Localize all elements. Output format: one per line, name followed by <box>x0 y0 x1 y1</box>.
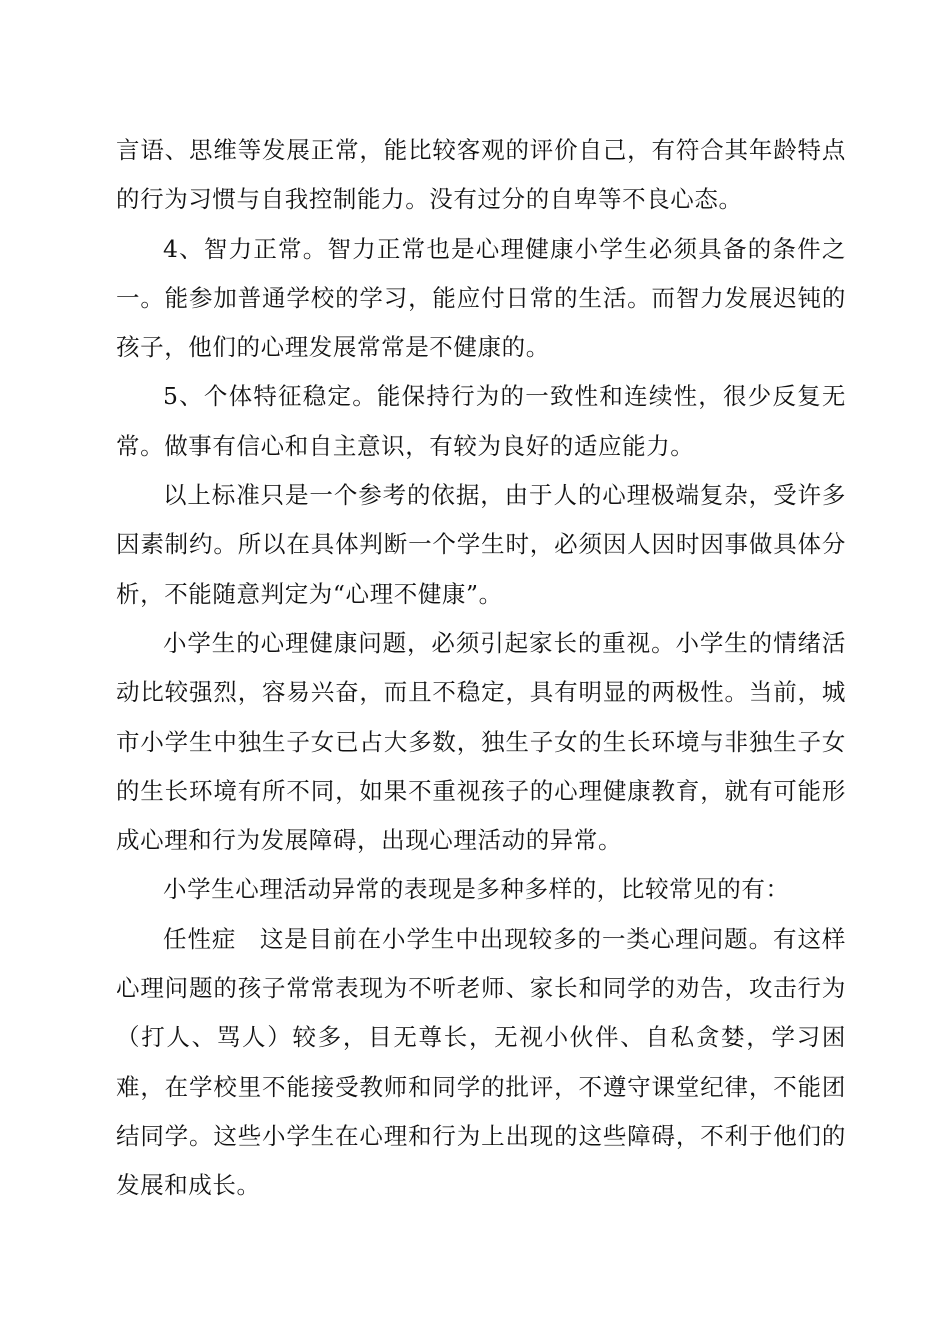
paragraph-intelligence-normal: 4、智力正常。智力正常也是心理健康小学生必须具备的条件之一。能参加普通学校的学习，能应付日常的生活。而智力发展迟钝的孩子，他们的心理发展常常是不健康的。 <box>116 234 846 362</box>
term-description: 这是目前在小学生中出现较多的一类心理问题。有这样心理问题的孩子常常表现为不听老师、家长和同学的劝告，攻击行为（打人、骂人）较多，目无尊长，无视小伙伴、自私贪婪，学习困难，在学校里不能接受教师和同学的批评，不遵守课堂纪律，不能团结同学。这些小学生在心理和行为上出现的这些障碍，不利于他们的发展和成长。 <box>116 924 846 1200</box>
paragraph-standards-note: 以上标准只是一个参考的依据，由于人的心理极端复杂，受许多因素制约。所以在具体判断一个学生时，必须因人因时因事做具体分析，不能随意判定为“心理不健康”。 <box>116 481 846 608</box>
paragraph-continuation: 言语、思维等发展正常，能比较客观的评价自己，有符合其年龄特点的行为习惯与自我控制能力。没有过分的自卑等不良心态。 <box>116 136 846 214</box>
paragraph-abnormal-intro: 小学生心理活动异常的表现是多种多样的，比较常见的有： <box>163 875 790 904</box>
term-wilfulness: 任性症 <box>163 924 237 953</box>
paragraph-parent-attention: 小学生的心理健康问题，必须引起家长的重视。小学生的情绪活动比较强烈，容易兴奋，而且不稳定，具有明显的两极性。当前，城市小学生中独生子女已占大多数，独生子女的生长环境与非独生子女的生长环境有所不同，如果不重视孩子的心理健康教育，就有可能形成心理和行为发展障碍，出现心理活动的异常。 <box>116 628 846 855</box>
document-body <box>116 126 846 1211</box>
paragraph-stable-traits: 5、个体特征稳定。能保持行为的一致性和连续性，很少反复无常。做事有信心和自主意识，有较为良好的适应能力。 <box>116 382 846 460</box>
paragraph-wilfulness <box>116 915 846 1211</box>
